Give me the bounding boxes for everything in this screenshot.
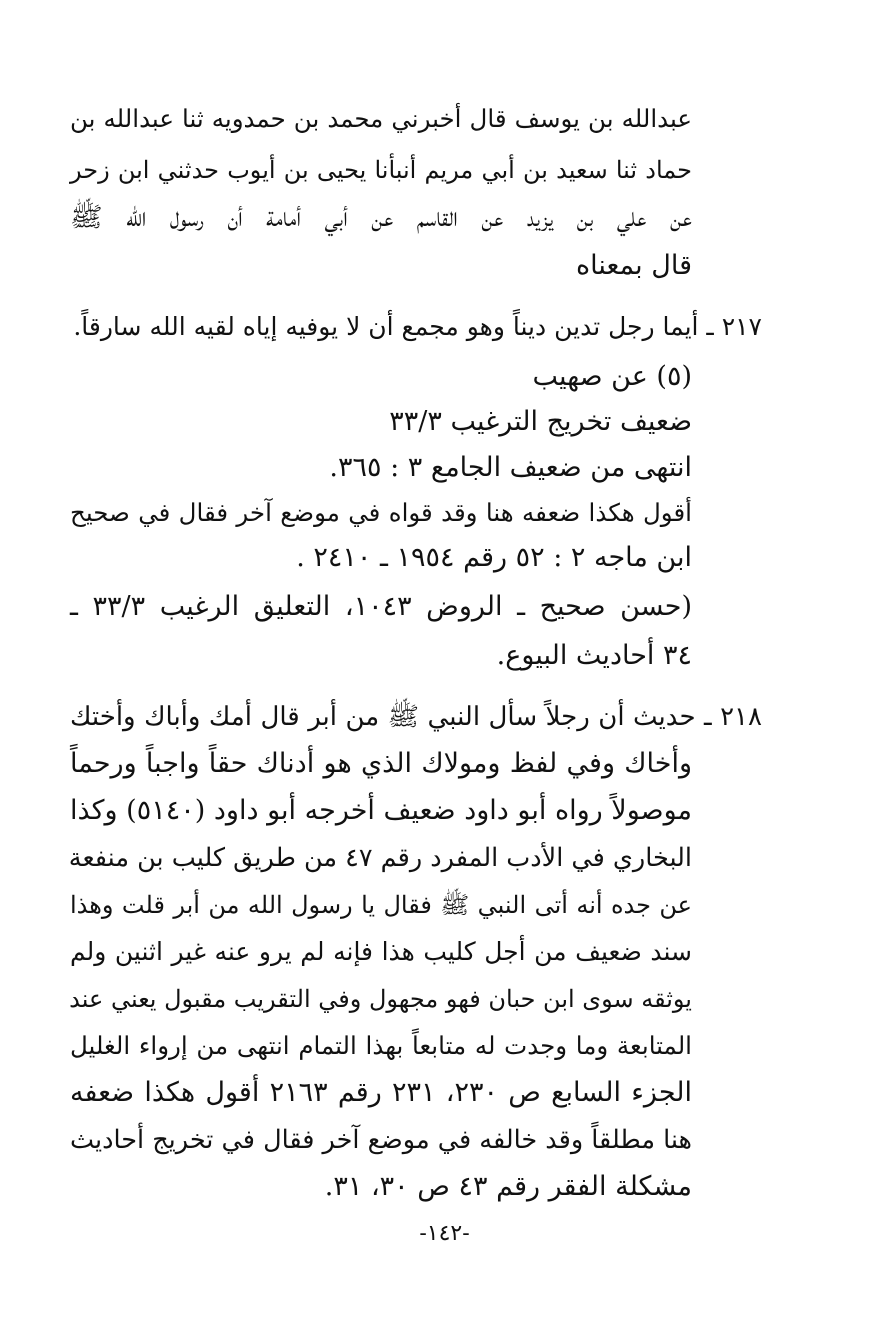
hadith-218-line-10: هنا مطلقاً وقد خالفه في موضع آخر فقال في تخريج أحاديث bbox=[70, 1125, 692, 1155]
hadith-218-line-2: وأخاك وفي لفظ ومولاك الذي هو أدناك حقاً واجباً ورحماً bbox=[70, 748, 692, 779]
hadith-218-line-4: البخاري في الأدب المفرد رقم ٤٧ من طريق كليب بن منفعة bbox=[68, 843, 692, 873]
hadith-218-line-9: الجزء السابع ص ٢٣٠، ٢٣١ رقم ٢١٦٣ أقول هكذا ضعفه bbox=[70, 1077, 692, 1108]
hadith-217-line-4: انتهى من ضعيف الجامع ٣ : ٣٦٥. bbox=[329, 452, 692, 483]
hadith-218-line-11: مشكلة الفقر رقم ٤٣ ص ٣٠، ٣١. bbox=[324, 1171, 692, 1202]
hadith-218-line-6: سند ضعيف من أجل كليب هذا فإنه لم يرو عنه غير اثنين ولم bbox=[70, 937, 692, 966]
hadith-218-line-8: المتابعة وما وجدت له متابعاً بهذا التمام انتهى من إرواء الغليل bbox=[70, 1031, 692, 1060]
intro-line-3: عن علي بن يزيد عن القاسم عن أبي أمامة أن رسول الله ﷺ bbox=[70, 202, 692, 233]
hadith-217-line-7: (حسن صحيح ـ الروض ١٠٤٣، التعليق الرغيب ٣٣/٣ ـ bbox=[70, 591, 692, 622]
hadith-218-line-1: ٢١٨ ـ حديث أن رجلاً سأل النبي ﷺ من أبر قال أمك وأباك وأختك bbox=[70, 702, 762, 732]
hadith-218-line-7: يوثقه سوى ابن حبان فهو مجهول وفي التقريب مقبول يعني عند bbox=[69, 985, 692, 1013]
intro-line-2: حماد ثنا سعيد بن أبي مريم أنبأنا يحيى بن أيوب حدثني ابن زحر bbox=[70, 156, 692, 184]
intro-line-1: عبدالله بن يوسف قال أخبرني محمد بن حمدويه ثنا عبدالله بن bbox=[70, 104, 692, 133]
page-number: -١٤٢- bbox=[419, 1221, 470, 1246]
hadith-218-line-3: موصولاً رواه أبو داود ضعيف أخرجه أبو داود (٥١٤٠) وكذا bbox=[70, 795, 692, 826]
hadith-217-line-6: ابن ماجه ٢ : ٥٢ رقم ١٩٥٤ ـ ٢٤١٠ . bbox=[296, 542, 692, 573]
hadith-217-line-8: ٣٤ أحاديث البيوع. bbox=[496, 640, 692, 671]
hadith-218-line-5: عن جده أنه أتى النبي ﷺ فقال يا رسول الله من أبر قلت وهذا bbox=[70, 891, 692, 919]
hadith-217-line-2: (٥) عن صهيب bbox=[532, 361, 692, 392]
intro-line-4: قال بمعناه bbox=[575, 250, 692, 281]
hadith-217-line-1: ٢١٧ ـ أيما رجل تدين ديناً وهو مجمع أن لا يوفيه إياه لقيه الله سارقاً. bbox=[73, 312, 762, 341]
hadith-217-line-5: أقول هكذا ضعفه هنا وقد قواه في موضع آخر فقال في صحيح bbox=[70, 498, 692, 527]
hadith-217-line-3: ضعيف تخريج الترغيب ٣٣/٣ bbox=[389, 406, 692, 437]
